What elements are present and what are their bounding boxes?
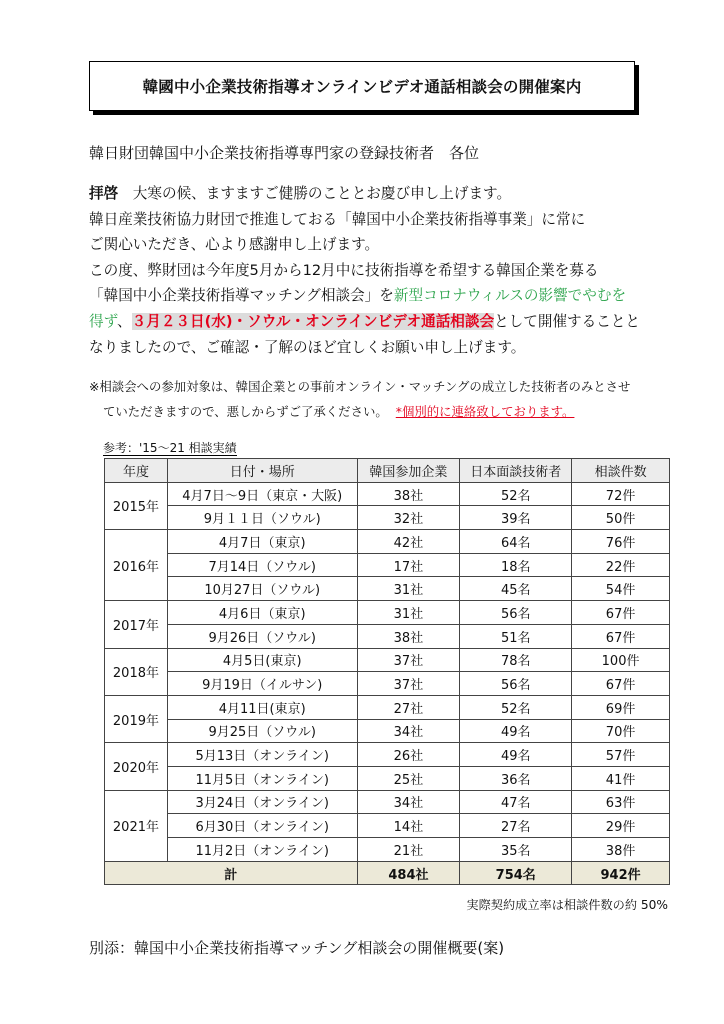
date-place-cell: 9月25日（ソウル): [167, 719, 357, 743]
year-cell: 2016年: [105, 530, 168, 601]
note-line-2-text: ていただきますので、悪しからずご了承ください。: [103, 404, 388, 419]
date-place-cell: 4月7日～9日（東京・大阪): [167, 482, 357, 506]
greeting-line-6: [89, 309, 649, 335]
table-row: [105, 743, 670, 767]
date-place-cell: 9月26日（ソウル): [167, 624, 357, 648]
korean-companies-cell: 31社: [357, 577, 460, 601]
consultations-cell: 72件: [572, 482, 670, 506]
consultations-cell: 67件: [572, 624, 670, 648]
total-label: 計: [105, 861, 358, 885]
consultations-cell: 22件: [572, 553, 670, 577]
korean-companies-cell: 37社: [357, 648, 460, 672]
table-row: [105, 766, 670, 790]
consultations-cell: 76件: [572, 530, 670, 554]
greeting-lead: 拝啓: [89, 185, 119, 202]
japanese-engineers-cell: 78名: [460, 648, 572, 672]
note-line-1: ※相談会への参加対象は、韓国企業との事前オンライン・マッチングの成立した技術者のみとさせ: [89, 379, 631, 394]
korean-companies-cell: 25社: [357, 766, 460, 790]
korean-companies-cell: 31社: [357, 601, 460, 625]
korean-companies-cell: 37社: [357, 672, 460, 696]
date-place-cell: 9月19日（イルサン): [167, 672, 357, 696]
year-cell: 2020年: [105, 743, 168, 790]
consultations-cell: 29件: [572, 814, 670, 838]
date-place-cell: 4月6日（東京): [167, 601, 357, 625]
japanese-engineers-cell: 36名: [460, 766, 572, 790]
japanese-engineers-cell: 56名: [460, 672, 572, 696]
japanese-engineers-cell: 39名: [460, 506, 572, 530]
year-cell: 2021年: [105, 790, 168, 861]
consultations-cell: 67件: [572, 601, 670, 625]
table-row: [105, 506, 670, 530]
year-cell: 2018年: [105, 648, 168, 695]
consultations-cell: 54件: [572, 577, 670, 601]
table-header-row: [105, 459, 670, 483]
greeting-line-1: [89, 181, 649, 207]
header-consultations: 相談件数: [572, 459, 670, 483]
table-row: [105, 672, 670, 696]
table-row: [105, 577, 670, 601]
total-companies: 484社: [357, 861, 460, 885]
table-row: [105, 624, 670, 648]
date-place-cell: 6月30日（オンライン): [167, 814, 357, 838]
table-caption: 参考：'15～21 相談実績: [103, 441, 237, 455]
date-place-cell: 4月5日(東京): [167, 648, 357, 672]
japanese-engineers-cell: 49名: [460, 719, 572, 743]
total-engineers: 754名: [460, 861, 572, 885]
covid-reason-text: 新型コロナウィルスの影響でやむを: [393, 287, 627, 305]
attachment-line: 別添：韓国中小企業技術指導マッチング相談会の開催概要(案): [89, 939, 505, 957]
table-row: [105, 790, 670, 814]
greeting-line-4: この度、弊財団は今年度5月から12月中に技術指導を希望する韓国企業を募る: [89, 261, 599, 279]
japanese-engineers-cell: 18名: [460, 553, 572, 577]
event-date-highlight: ３月２３日(水)・ソウル・オンラインビデオ通話相談会: [131, 312, 495, 330]
japanese-engineers-cell: 35名: [460, 838, 572, 862]
consultations-cell: 50件: [572, 506, 670, 530]
consultation-results-table: [104, 458, 670, 885]
date-place-cell: 10月27日（ソウル): [167, 577, 357, 601]
table-body: [105, 482, 670, 861]
date-place-cell: 7月14日（ソウル): [167, 553, 357, 577]
year-cell: 2015年: [105, 482, 168, 529]
table-total-row: [105, 861, 670, 885]
consultations-cell: 57件: [572, 743, 670, 767]
year-cell: 2019年: [105, 695, 168, 742]
japanese-engineers-cell: 27名: [460, 814, 572, 838]
document-title-box: [89, 61, 635, 111]
note-line-2: [89, 399, 630, 424]
year-cell: 2017年: [105, 601, 168, 648]
japanese-engineers-cell: 52名: [460, 482, 572, 506]
korean-companies-cell: 38社: [357, 482, 460, 506]
table-row: [105, 695, 670, 719]
consultations-cell: 67件: [572, 672, 670, 696]
korean-companies-cell: 34社: [357, 790, 460, 814]
korean-companies-cell: 26社: [357, 743, 460, 767]
event-name-text: 「韓国中小企業技術指導マッチング相談会」を: [89, 287, 394, 305]
greeting-season: 大寒の候、ますますご健勝のこととお慶び申し上げます。: [118, 185, 512, 202]
consultations-cell: 69件: [572, 695, 670, 719]
participation-note: [89, 374, 630, 424]
individual-contact-note: *個別的に連絡致しております。: [395, 404, 575, 419]
table-row: [105, 814, 670, 838]
greeting-line-2: 韓日産業技術協力財団で推進しておる「韓国中小企業技術指導事業」に常に: [89, 210, 586, 228]
japanese-engineers-cell: 56名: [460, 601, 572, 625]
korean-companies-cell: 27社: [357, 695, 460, 719]
date-place-cell: 11月2日（オンライン): [167, 838, 357, 862]
date-place-cell: 4月7日（東京): [167, 530, 357, 554]
japanese-engineers-cell: 51名: [460, 624, 572, 648]
table-row: [105, 719, 670, 743]
greeting-line-3: ご関心いただき、心より感謝申し上げます。: [89, 236, 380, 254]
greeting-line-7: なりましたので、ご確認・了解のほど宜しくお願い申し上げます。: [89, 338, 526, 356]
covid-reason-text-cont: 得ず: [89, 312, 118, 330]
date-place-cell: 3月24日（オンライン): [167, 790, 357, 814]
korean-companies-cell: 38社: [357, 624, 460, 648]
table-row: [105, 838, 670, 862]
korean-companies-cell: 42社: [357, 530, 460, 554]
table-row: [105, 601, 670, 625]
contract-rate-footnote: 実際契約成立率は相談件数の約 50%: [466, 898, 668, 912]
korean-companies-cell: 32社: [357, 506, 460, 530]
korean-companies-cell: 17社: [357, 553, 460, 577]
addressee: 韓日財団韓国中小企業技術指導専門家の登録技術者 各位: [89, 144, 480, 162]
consultations-cell: 38件: [572, 838, 670, 862]
date-place-cell: 11月5日（オンライン): [167, 766, 357, 790]
consultations-cell: 41件: [572, 766, 670, 790]
japanese-engineers-cell: 49名: [460, 743, 572, 767]
letter-body: [89, 181, 649, 360]
greeting-line-5: [89, 283, 649, 309]
consultations-cell: 70件: [572, 719, 670, 743]
japanese-engineers-cell: 64名: [460, 530, 572, 554]
table-row: [105, 530, 670, 554]
total-consultations: 942件: [572, 861, 670, 885]
document-title: 韓國中小企業技術指導オンラインビデオ通話相談会の開催案内: [142, 78, 582, 96]
korean-companies-cell: 21社: [357, 838, 460, 862]
table-row: [105, 648, 670, 672]
japanese-engineers-cell: 52名: [460, 695, 572, 719]
comma-text: 、: [117, 312, 132, 330]
header-year: 年度: [105, 459, 168, 483]
header-japanese-engineers: 日本面談技術者: [460, 459, 572, 483]
header-korean-companies: 韓国参加企業: [357, 459, 460, 483]
table-row: [105, 553, 670, 577]
japanese-engineers-cell: 47名: [460, 790, 572, 814]
table-row: [105, 482, 670, 506]
date-place-cell: 9月１１日（ソウル): [167, 506, 357, 530]
japanese-engineers-cell: 45名: [460, 577, 572, 601]
consultations-cell: 100件: [572, 648, 670, 672]
held-as-text: として開催することと: [494, 312, 641, 330]
date-place-cell: 5月13日（オンライン): [167, 743, 357, 767]
korean-companies-cell: 14社: [357, 814, 460, 838]
date-place-cell: 4月11日(東京): [167, 695, 357, 719]
korean-companies-cell: 34社: [357, 719, 460, 743]
consultations-cell: 63件: [572, 790, 670, 814]
header-date-place: 日付・場所: [167, 459, 357, 483]
